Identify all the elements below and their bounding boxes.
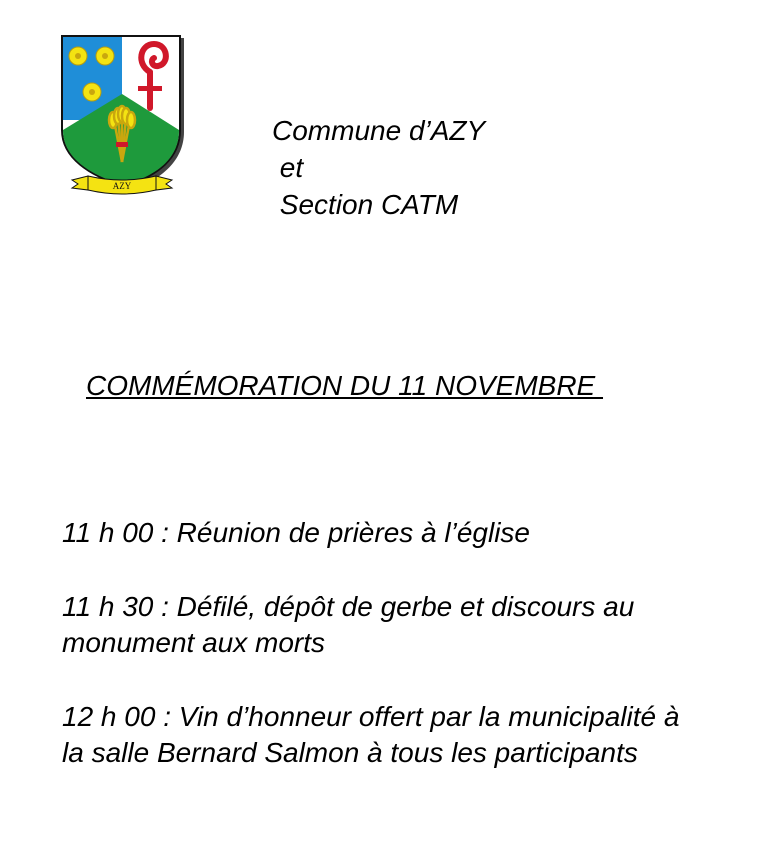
schedule-entry <box>62 589 702 662</box>
schedule <box>62 515 702 809</box>
header-line-commune: Commune d’AZY <box>272 115 486 146</box>
schedule-text: : Défilé, dépôt de gerbe et discours au monument aux morts <box>62 590 635 658</box>
page-title: COMMÉMORATION DU 11 NOVEMBRE <box>86 370 604 401</box>
schedule-entry <box>62 515 702 552</box>
header-line-et: et <box>272 152 304 183</box>
schedule-time: 11 h 00 <box>62 517 154 548</box>
header <box>272 112 485 223</box>
schedule-text: : Réunion de prières à l’église <box>153 517 531 548</box>
schedule-entry <box>62 699 702 772</box>
schedule-text: : Vin d’honneur offert par la municipalité à la salle Bernard Salmon à tous les participants <box>62 700 680 768</box>
coat-of-arms <box>58 34 186 196</box>
motto-text: AZY <box>112 181 132 191</box>
schedule-time: 11 h 30 <box>62 590 154 622</box>
schedule-time: 12 h 00 <box>62 700 156 732</box>
header-line-section: Section CATM <box>272 189 459 220</box>
